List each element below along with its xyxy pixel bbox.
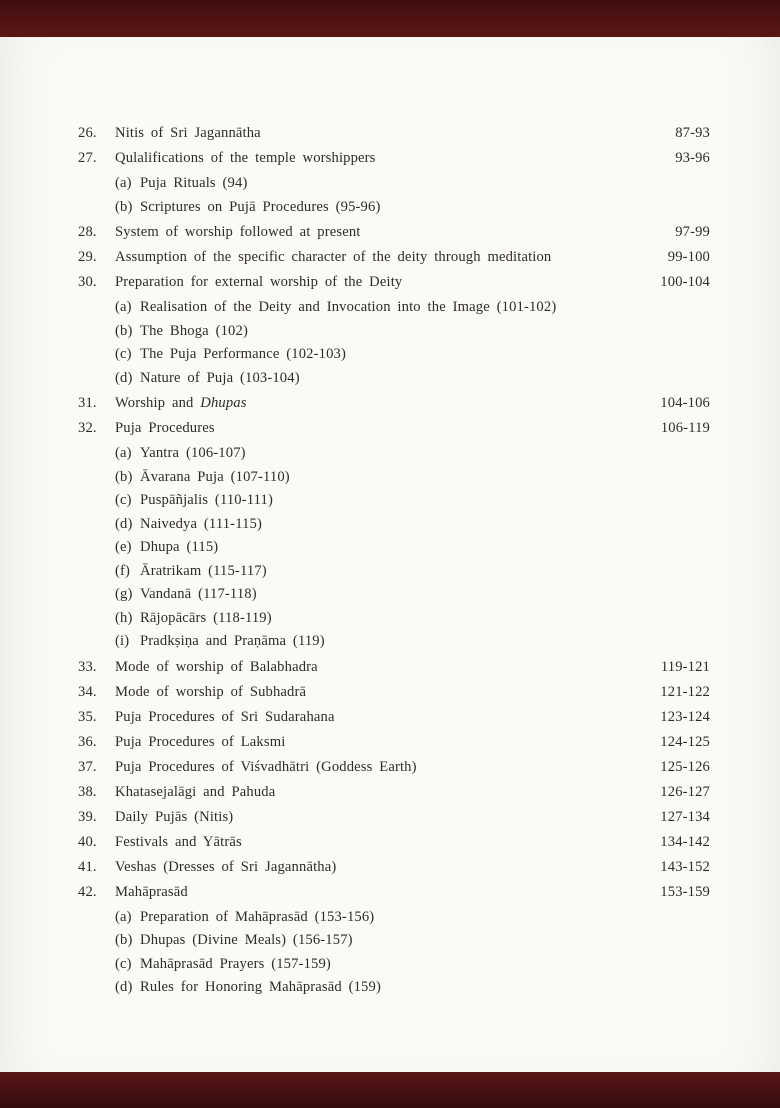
- sub-entry-label: (a): [115, 175, 132, 191]
- toc-entry-row: [78, 856, 710, 879]
- entry-number: 42.: [78, 883, 97, 900]
- entry-title-text: Veshas (Dresses of Sri Jagannātha): [115, 858, 337, 875]
- sub-entry-text: Dhupa (115): [140, 539, 219, 555]
- toc-entry: [78, 706, 710, 729]
- toc-entry: [78, 681, 710, 704]
- entry-number: 36.: [78, 733, 97, 750]
- entry-title-text: Mode of worship of Balabhadra: [115, 658, 318, 675]
- toc-entry-row: [78, 681, 710, 704]
- sub-entry-label: (b): [115, 468, 133, 485]
- entry-title-text: Qulalifications of the temple worshippers: [115, 150, 376, 166]
- sub-entry-label: (b): [115, 932, 133, 948]
- toc-sub-entry: [115, 583, 710, 607]
- entry-page-range: 123-124: [660, 708, 710, 725]
- entry-title: [115, 856, 640, 879]
- entry-page-range: 99-100: [667, 249, 710, 265]
- sub-entry-label: (d): [115, 515, 133, 532]
- sub-entry-text: The Bhoga (102): [140, 322, 248, 339]
- toc-entry: [78, 221, 710, 244]
- sub-entry-text: Preparation of Mahāprasād (153-156): [140, 908, 375, 925]
- toc-entry-row: [78, 806, 710, 829]
- toc-entry-row: [78, 756, 710, 779]
- entry-title-text: Khatasejalāgi and Pahuda: [115, 783, 276, 800]
- entry-title-text: Festivals and Yātrās: [115, 833, 242, 850]
- toc-entry-row: [78, 246, 710, 269]
- sub-entry-text: Vandanā (117-118): [140, 586, 257, 602]
- entry-title: [115, 147, 640, 170]
- entry-title-text: Nitis of Sri Jagannātha: [115, 125, 261, 141]
- toc-entry: [78, 271, 710, 390]
- entry-title: [115, 781, 640, 804]
- toc-entry-row: [78, 122, 710, 145]
- toc-sub-entry: [115, 296, 710, 320]
- entry-page-range: 106-119: [660, 420, 710, 436]
- entry-number: 27.: [78, 150, 97, 166]
- entry-number: 32.: [78, 420, 97, 436]
- sub-entry-text: Dhupas (Divine Meals) (156-157): [140, 932, 353, 948]
- entry-number: 30.: [78, 274, 97, 290]
- entry-page-range: 126-127: [660, 783, 710, 800]
- table-of-contents: [78, 120, 710, 1002]
- toc-entry: [78, 806, 710, 829]
- toc-sub-entry: [115, 953, 710, 977]
- entry-title: [115, 417, 640, 440]
- entry-number: 26.: [78, 125, 97, 141]
- sub-entry-text: Mahāprasād Prayers (157-159): [140, 955, 331, 972]
- toc-sub-entry: [115, 367, 710, 391]
- toc-entry: [78, 881, 710, 1000]
- toc-entry: [78, 122, 710, 145]
- entry-page-range: 127-134: [660, 808, 710, 825]
- toc-entry-row: [78, 417, 710, 440]
- entry-title: [115, 831, 640, 854]
- entry-title-text: Assumption of the specific character of the deity through meditation: [115, 249, 552, 265]
- toc-entry: [78, 756, 710, 779]
- sub-entry-label: (c): [115, 346, 132, 362]
- sub-entry-text: Rules for Honoring Mahāprasād (159): [140, 979, 381, 995]
- sub-entry-label: (g): [115, 586, 133, 602]
- entry-page-range: 93-96: [675, 150, 710, 166]
- toc-entry: [78, 656, 710, 679]
- entry-number: 38.: [78, 783, 97, 800]
- sub-entry-text: Puja Rituals (94): [140, 175, 248, 191]
- toc-sub-entry: [115, 196, 710, 220]
- entry-title: [115, 681, 640, 704]
- entry-title-text: Preparation for external worship of the Deity: [115, 274, 403, 290]
- toc-entry: [78, 417, 710, 654]
- sub-entry-text: Naivedya (111-115): [140, 515, 263, 532]
- entry-number: 29.: [78, 249, 97, 265]
- toc-entry-row: [78, 731, 710, 754]
- entry-title: [115, 656, 640, 679]
- toc-entry: [78, 392, 710, 415]
- sub-entry-text: Scriptures on Pujā Procedures (95-96): [140, 198, 381, 215]
- sub-entry-text: The Puja Performance (102-103): [140, 346, 346, 362]
- entry-page-range: 104-106: [660, 395, 710, 411]
- toc-sub-entry: [115, 976, 710, 1000]
- entry-number: 41.: [78, 858, 97, 875]
- entry-title-text: Puja Procedures of Viśvadhātri (Goddess Earth): [115, 758, 417, 775]
- sub-entry-label: (d): [115, 979, 133, 995]
- toc-sub-entry: [115, 906, 710, 930]
- sub-entry-text: Rājopācārs (118-119): [140, 609, 272, 626]
- entry-title: [115, 122, 640, 145]
- entry-number: 37.: [78, 758, 97, 775]
- entry-title: [115, 221, 640, 244]
- entry-title: [115, 731, 640, 754]
- toc-sub-entry: [115, 489, 710, 513]
- toc-entry-row: [78, 656, 710, 679]
- entry-page-range: 121-122: [660, 683, 710, 700]
- entry-number: 35.: [78, 708, 97, 725]
- entry-title: [115, 806, 640, 829]
- sub-entry-text: Puspāñjalis (110-111): [140, 492, 274, 508]
- entry-page-range: 119-121: [660, 658, 710, 675]
- top-edge-band: [0, 0, 780, 37]
- sub-entry-text: Realisation of the Deity and Invocation into the Image (101-102): [140, 299, 557, 315]
- entry-title-italic-text: Dhupas: [200, 395, 247, 411]
- sub-entry-text: Āvarana Puja (107-110): [140, 468, 290, 485]
- sub-entry-text: Āratrikam (115-117): [140, 562, 267, 579]
- sub-entry-label: (h): [115, 609, 133, 626]
- entry-title: [115, 756, 640, 779]
- sub-entry-label: (b): [115, 322, 133, 339]
- entry-title-text: Daily Pujās (Nitis): [115, 808, 234, 825]
- toc-entry: [78, 831, 710, 854]
- toc-sub-entry: [115, 560, 710, 584]
- toc-entry-row: [78, 831, 710, 854]
- toc-sub-entry: [115, 172, 710, 196]
- entry-title: [115, 392, 640, 415]
- entry-page-range: 143-152: [660, 858, 710, 875]
- sub-entry-label: (f): [115, 562, 131, 579]
- entry-title: [115, 246, 640, 269]
- bottom-edge-band: [0, 1072, 780, 1108]
- sub-entry-label: (i): [115, 633, 130, 649]
- sub-entry-text: Yantra (106-107): [140, 445, 246, 461]
- toc-sub-entry: [115, 513, 710, 537]
- entry-page-range: 134-142: [660, 833, 710, 850]
- entry-number: 33.: [78, 658, 97, 675]
- entry-title-text: Mode of worship of Subhadrā: [115, 683, 307, 700]
- entry-page-range: 97-99: [675, 224, 710, 240]
- toc-entry: [78, 246, 710, 269]
- toc-sub-entry: [115, 442, 710, 466]
- entry-number: 28.: [78, 224, 97, 240]
- sub-entry-label: (e): [115, 539, 132, 555]
- entry-page-range: 100-104: [660, 274, 710, 290]
- entry-page-range: 87-93: [675, 125, 710, 141]
- sub-entry-text: Nature of Puja (103-104): [140, 369, 300, 386]
- toc-sub-entry: [115, 630, 710, 654]
- toc-entry: [78, 731, 710, 754]
- entry-title-text: Mahāprasād: [115, 883, 188, 900]
- sub-entry-label: (d): [115, 369, 133, 386]
- sub-entry-label: (a): [115, 299, 132, 315]
- toc-entry-row: [78, 392, 710, 415]
- entry-title-text: System of worship followed at present: [115, 224, 361, 240]
- sub-entry-label: (a): [115, 445, 132, 461]
- entry-title: [115, 271, 640, 294]
- entry-number: 39.: [78, 808, 97, 825]
- entry-title-text: Puja Procedures of Sri Sudarahana: [115, 708, 335, 725]
- toc-sub-entry: [115, 536, 710, 560]
- toc-entry: [78, 856, 710, 879]
- entry-number: 31.: [78, 395, 97, 411]
- toc-sub-entry: [115, 607, 710, 631]
- toc-entry-row: [78, 221, 710, 244]
- sub-entry-label: (a): [115, 908, 132, 925]
- sub-entry-text: Pradkṣiṇa and Praṇāma (119): [140, 633, 325, 649]
- toc-sub-entry: [115, 343, 710, 367]
- toc-entry: [78, 781, 710, 804]
- entry-title-text: Worship and: [115, 395, 201, 411]
- toc-entry-row: [78, 781, 710, 804]
- entry-page-range: 125-126: [660, 758, 710, 775]
- entry-title: [115, 881, 640, 904]
- sub-entry-label: (b): [115, 198, 133, 215]
- entry-number: 34.: [78, 683, 97, 700]
- toc-sub-entry: [115, 929, 710, 953]
- toc-entry-row: [78, 147, 710, 170]
- toc-entry-row: [78, 271, 710, 294]
- entry-title-text: Puja Procedures: [115, 420, 215, 436]
- toc-entry-row: [78, 881, 710, 904]
- toc-sub-entry: [115, 466, 710, 490]
- sub-entry-label: (c): [115, 955, 132, 972]
- entry-page-range: 153-159: [660, 883, 710, 900]
- sub-entry-label: (c): [115, 492, 132, 508]
- entry-title-text: Puja Procedures of Laksmi: [115, 733, 286, 750]
- entry-title: [115, 706, 640, 729]
- toc-entry-row: [78, 706, 710, 729]
- entry-number: 40.: [78, 833, 97, 850]
- entry-page-range: 124-125: [660, 733, 710, 750]
- toc-entry: [78, 147, 710, 219]
- toc-sub-entry: [115, 320, 710, 344]
